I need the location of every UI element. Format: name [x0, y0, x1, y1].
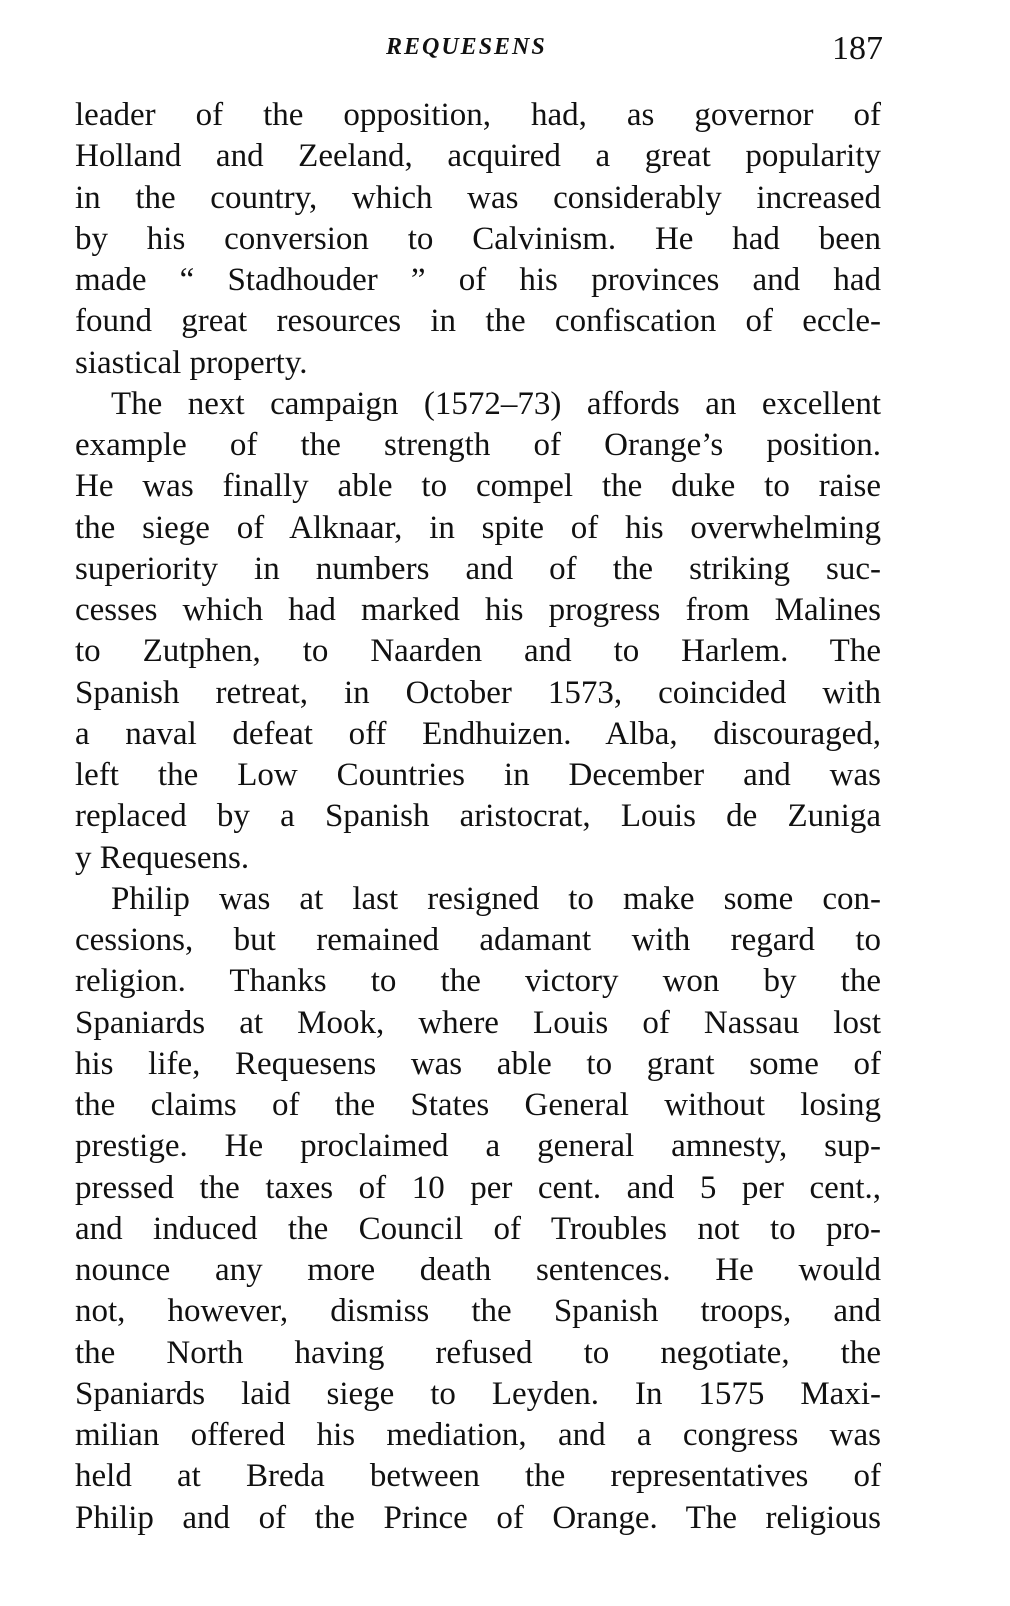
text-line: The next campaign (1572–73) affords an excellent [111, 385, 881, 422]
text-line: He was finally able to compel the duke to raise [75, 468, 881, 505]
running-title: REQUESENS [386, 34, 547, 60]
text-line: prestige. He proclaimed a general amnesty, sup- [75, 1128, 881, 1165]
text-line: held at Breda between the representatives of [75, 1458, 881, 1495]
text-line: siastical property. [75, 344, 308, 381]
text-line: Spaniards at Mook, where Louis of Nassau lost [75, 1004, 881, 1041]
text-line: cesses which had marked his progress from Malines [75, 592, 881, 628]
text-line: to Zutphen, to Naarden and to Harlem. The [75, 633, 881, 670]
running-head [0, 30, 1010, 70]
text-line: found great resources in the confiscation of eccle- [75, 303, 881, 340]
text-line: y Requesens. [75, 839, 250, 876]
text-line: and induced the Council of Troubles not to pro- [75, 1210, 881, 1247]
text-line: Philip and of the Prince of Orange. The religious [75, 1499, 881, 1536]
text-line: example of the strength of Orange’s position. [75, 427, 881, 463]
text-line: pressed the taxes of 10 per cent. and 5 per cent., [75, 1169, 881, 1206]
text-line: the siege of Alknaar, in spite of his overwhelming [75, 509, 881, 546]
text-line: by his conversion to Calvinism. He had been [75, 220, 881, 257]
text-line: milian offered his mediation, and a congress was [75, 1417, 881, 1453]
body-text [75, 95, 881, 1539]
text-line: Philip was at last resigned to make some con- [111, 880, 881, 917]
text-line: Holland and Zeeland, acquired a great popularity [75, 138, 881, 175]
text-line: his life, Requesens was able to grant some of [75, 1045, 881, 1082]
text-line: in the country, which was considerably increased [75, 179, 881, 216]
text-line: a naval defeat off Endhuizen. Alba, discouraged, [75, 715, 881, 752]
text-line: nounce any more death sentences. He would [75, 1252, 881, 1288]
text-line: left the Low Countries in December and was [75, 757, 881, 793]
text-line: religion. Thanks to the victory won by the [75, 963, 881, 1000]
text-line: Spaniards laid siege to Leyden. In 1575 Maxi- [75, 1375, 881, 1412]
text-line: not, however, dismiss the Spanish troops, and [75, 1293, 881, 1330]
text-line: Spanish retreat, in October 1573, coincided with [75, 674, 881, 711]
text-line: the North having refused to negotiate, the [75, 1334, 881, 1371]
text-line: cessions, but remained adamant with regard to [75, 922, 881, 958]
page-number: 187 [832, 30, 883, 67]
text-line: replaced by a Spanish aristocrat, Louis de Zuniga [75, 798, 881, 835]
text-line: leader of the opposition, had, as governor of [75, 97, 881, 133]
text-line: made “ Stadhouder ” of his provinces and had [75, 262, 881, 298]
text-line: superiority in numbers and of the striking suc- [75, 550, 881, 587]
text-line: the claims of the States General without losing [75, 1087, 881, 1123]
